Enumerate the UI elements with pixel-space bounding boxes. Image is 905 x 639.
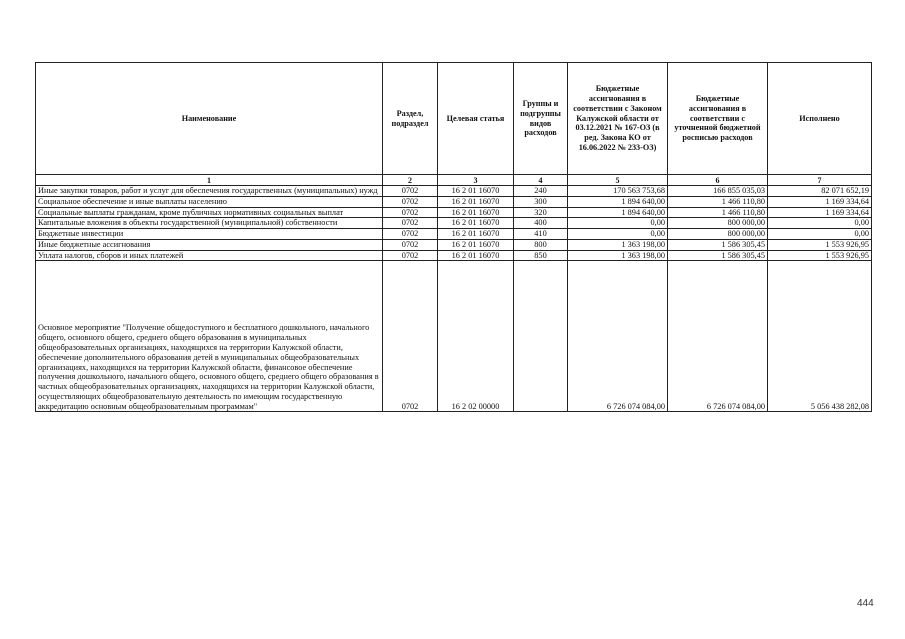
row-executed-amount: 1 169 334,64 — [768, 207, 872, 218]
row-group: 320 — [514, 207, 568, 218]
row-executed-amount: 0,00 — [768, 218, 872, 229]
row-law-amount: 0,00 — [568, 218, 668, 229]
row-law-amount: 1 363 198,00 — [568, 239, 668, 250]
row-name: Уплата налогов, сборов и иных платежей — [36, 250, 383, 261]
row-target: 16 2 01 16070 — [438, 218, 514, 229]
row-executed-amount: 5 056 438 282,08 — [768, 261, 872, 412]
row-executed-amount: 1 553 926,95 — [768, 239, 872, 250]
row-target: 16 2 01 16070 — [438, 250, 514, 261]
table-row — [36, 207, 872, 218]
col-number: 6 — [668, 175, 768, 186]
header-target-article: Целевая статья — [438, 63, 514, 175]
row-law-amount: 170 563 753,68 — [568, 186, 668, 197]
row-group: 410 — [514, 229, 568, 240]
header-expense-group: Группы и подгруппы видов расходов — [514, 63, 568, 175]
row-name: Бюджетные инвестиции — [36, 229, 383, 240]
row-name: Социальное обеспечение и иные выплаты населению — [36, 196, 383, 207]
col-number: 4 — [514, 175, 568, 186]
row-section: 0702 — [383, 186, 438, 197]
table-row — [36, 196, 872, 207]
table-row — [36, 229, 872, 240]
row-group: 300 — [514, 196, 568, 207]
row-law-amount: 6 726 074 084,00 — [568, 261, 668, 412]
col-number: 3 — [438, 175, 514, 186]
page-number: 444 — [857, 598, 874, 609]
row-refined-amount: 1 466 110,80 — [668, 207, 768, 218]
row-law-amount: 1 363 198,00 — [568, 250, 668, 261]
row-refined-amount: 800 000,00 — [668, 229, 768, 240]
row-target: 16 2 02 00000 — [438, 261, 514, 412]
row-refined-amount: 1 586 305,45 — [668, 250, 768, 261]
row-target: 16 2 01 16070 — [438, 239, 514, 250]
header-section: Раздел, подраздел — [383, 63, 438, 175]
row-group: 850 — [514, 250, 568, 261]
table-row — [36, 218, 872, 229]
row-law-amount: 0,00 — [568, 229, 668, 240]
row-group: 800 — [514, 239, 568, 250]
row-executed-amount: 1 169 334,64 — [768, 196, 872, 207]
row-name: Иные бюджетные ассигнования — [36, 239, 383, 250]
row-target: 16 2 01 16070 — [438, 229, 514, 240]
row-law-amount: 1 894 640,00 — [568, 196, 668, 207]
row-name: Основное мероприятие "Получение общедоступного и бесплатного дошкольного, начального общего, основного общего, среднего общего образования в муниципальных общеобразовательных организациях, находящихся на территории Калужской области, обеспечение дополнительного образования детей в муниципальных общеобразовательных организациях, находящихся на территории Калужской области, финансовое обеспечение получения дошкольного, начального общего, основного общего, среднего общего образования в частных общеобразовательных организациях, находящихся на территории Калужской области, осуществляющих общеобразовательную деятельность по имеющим государственную аккредитацию основным общеобразовательным программам" — [36, 261, 383, 412]
row-section: 0702 — [383, 250, 438, 261]
table-row — [36, 250, 872, 261]
col-number: 7 — [768, 175, 872, 186]
row-refined-amount: 6 726 074 084,00 — [668, 261, 768, 412]
row-name: Капитальные вложения в объекты государственной (муниципальной) собственности — [36, 218, 383, 229]
row-section: 0702 — [383, 261, 438, 412]
col-number: 1 — [36, 175, 383, 186]
row-group — [514, 261, 568, 412]
table-row — [36, 261, 872, 412]
row-refined-amount: 1 466 110,80 — [668, 196, 768, 207]
column-number-row — [36, 175, 872, 186]
row-section: 0702 — [383, 229, 438, 240]
row-name: Социальные выплаты гражданам, кроме публичных нормативных социальных выплат — [36, 207, 383, 218]
row-refined-amount: 800 000,00 — [668, 218, 768, 229]
row-refined-amount: 166 855 035,03 — [668, 186, 768, 197]
row-executed-amount: 82 071 652,19 — [768, 186, 872, 197]
row-section: 0702 — [383, 196, 438, 207]
row-target: 16 2 01 16070 — [438, 186, 514, 197]
table-row — [36, 186, 872, 197]
header-executed: Исполнено — [768, 63, 872, 175]
row-section: 0702 — [383, 218, 438, 229]
header-law-allocations: Бюджетные ассигнования в соответствии с Законом Калужской области от 03.12.2021 № 167-ОЗ (в ред. Закона КО от 16.06.2022 № 233-ОЗ) — [568, 63, 668, 175]
header-refined-allocations: Бюджетные ассигнования в соответствии с уточненной бюджетной росписью расходов — [668, 63, 768, 175]
header-row — [36, 63, 872, 175]
row-refined-amount: 1 586 305,45 — [668, 239, 768, 250]
col-number: 2 — [383, 175, 438, 186]
row-target: 16 2 01 16070 — [438, 196, 514, 207]
budget-table — [35, 62, 872, 412]
row-law-amount: 1 894 640,00 — [568, 207, 668, 218]
row-target: 16 2 01 16070 — [438, 207, 514, 218]
header-name: Наименование — [36, 63, 383, 175]
row-group: 400 — [514, 218, 568, 229]
row-section: 0702 — [383, 207, 438, 218]
row-executed-amount: 0,00 — [768, 229, 872, 240]
table-row — [36, 239, 872, 250]
row-name: Иные закупки товаров, работ и услуг для обеспечения государственных (муниципальных) нужд — [36, 186, 383, 197]
row-section: 0702 — [383, 239, 438, 250]
row-executed-amount: 1 553 926,95 — [768, 250, 872, 261]
row-group: 240 — [514, 186, 568, 197]
col-number: 5 — [568, 175, 668, 186]
